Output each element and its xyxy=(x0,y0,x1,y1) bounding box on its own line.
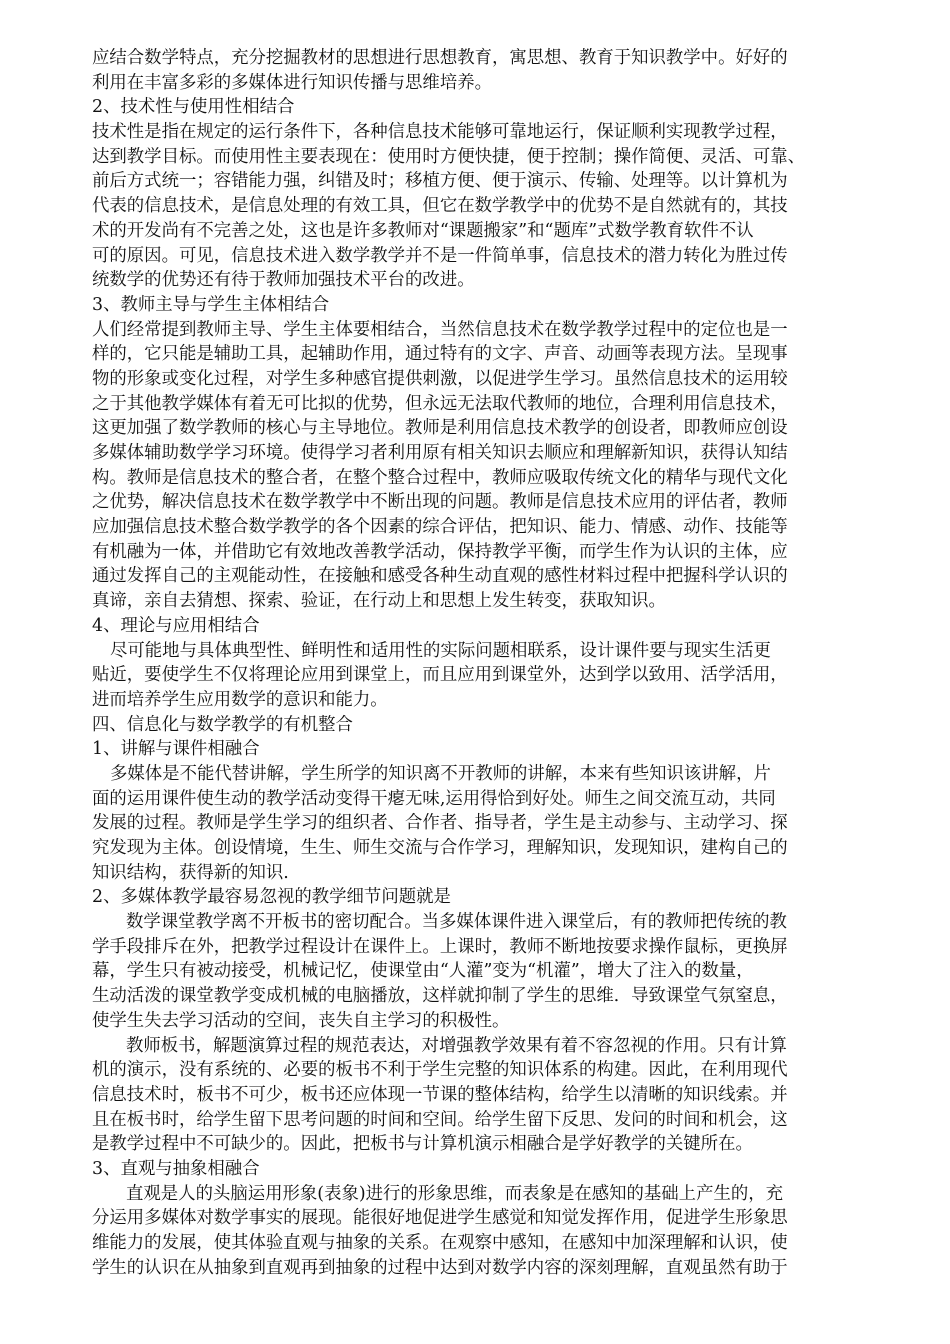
text-line: 技术性是指在规定的运行条件下，各种信息技术能够可靠地运行，保证顺利实现教学过程， xyxy=(92,122,788,143)
text-line: 机的演示，没有系统的、必要的板书不利于学生完整的知识体系的构建。因此，在利用现代 xyxy=(92,1060,788,1081)
text-line: 究发现为主体。创设情境，生生、师生交流与合作学习，理解知识，发现知识，建构自己的 xyxy=(92,838,788,858)
text-line: 尽可能地与具体典型性、鲜明性和适用性的实际问题相联系，设计课件要与现实生活更 xyxy=(110,640,771,661)
text-line: 多媒体是不能代替讲解，学生所学的知识离不开教师的讲解，本来有些知识该讲解，片 xyxy=(110,763,771,784)
text-line: 之优势，解决信息技术在数学教学中不断出现的问题。教师是信息技术应用的评估者，教师 xyxy=(92,492,788,513)
text-line: 代表的信息技术，是信息处理的有效工具，但它在数学教学中的优势不是自然就有的，其技 xyxy=(92,196,788,217)
text-line: 真谛，亲自去猜想、探索、验证，在行动上和思想上发生转变，获取知识。 xyxy=(92,591,666,612)
section-heading: 3、直观与抽象相融合 xyxy=(92,1158,260,1179)
text-line: 生动活泼的课堂教学变成机械的电脑播放，这样就抑制了学生的思维．导致课堂气氛窒息， xyxy=(92,986,788,1007)
text-line: 多媒体辅助数学学习环境。使得学习者利用原有相关知识去顺应和理解新知识，获得认知结 xyxy=(92,443,788,463)
text-line: 人们经常提到教师主导、学生主体要相结合，当然信息技术在数学教学过程中的定位也是一 xyxy=(92,319,788,340)
section-heading: 2、多媒体教学最容易忽视的教学细节问题就是 xyxy=(92,887,451,908)
text-line: 术的开发尚有不完善之处，这也是许多教师对“课题搬家”和“题库”式数学教育软件不认 xyxy=(92,220,754,241)
text-line: 进而培养学生应用数学的意识和能力。 xyxy=(92,689,388,710)
section-heading: 4、理论与应用相结合 xyxy=(92,615,260,636)
text-line: 发展的过程。教师是学生学习的组织者、合作者、指导者，学生是主动参与、主动学习、探 xyxy=(92,813,788,834)
text-line: 有机融为一体，并借助它有效地改善教学活动，保持教学平衡，而学生作为认识的主体，应 xyxy=(92,541,788,562)
text-line: 物的形象或变化过程，对学生多种感官提供刺激，以促进学生学习。虽然信息技术的运用较 xyxy=(92,368,788,389)
text-line: 维能力的发展，使其体验直观与抽象的关系。在观察中感知，在感知中加深理解和认识，使 xyxy=(92,1233,788,1253)
text-line: 直观是人的头脑运用形象(表象)进行的形象思维，而表象是在感知的基础上产生的，充 xyxy=(126,1183,784,1204)
text-line: 使学生失去学习活动的空间，丧失自主学习的积极性。 xyxy=(92,1010,510,1031)
text-line: 应加强信息技术整合数学教学的各个因素的综合评估，把知识、能力、情感、动作、技能等 xyxy=(92,517,788,538)
section-heading: 2、技术性与使用性相结合 xyxy=(92,97,295,118)
text-line: 之于其他教学媒体有着无可比拟的优势，但永远无法取代教师的地位，合理利用信息技术， xyxy=(92,393,788,414)
chapter-heading: 四、信息化与数学教学的有机整合 xyxy=(92,714,353,735)
text-line: 通过发挥自己的主观能动性，在接触和感受各种生动直观的感性材料过程中把握科学认识的 xyxy=(92,566,788,587)
text-line: 幕，学生只有被动接受，机械记忆，使课堂由“人灌”变为“机灌”，增大了注入的数量， xyxy=(92,961,754,982)
text-line: 前后方式统一；容错能力强，纠错及时；移植方便、便于演示、传输、处理等。以计算机为 xyxy=(92,171,788,192)
text-line: 是教学过程中不可缺少的。因此，把板书与计算机演示相融合是学好教学的关键所在。 xyxy=(92,1134,753,1155)
text-line: 构。教师是信息技术的整合者，在整个整合过程中，教师应吸取传统文化的精华与现代文化 xyxy=(92,467,788,488)
text-line: 知识结构，获得新的知识. xyxy=(92,862,289,883)
text-line: 统数学的优势还有待于教师加强技术平台的改进。 xyxy=(92,270,475,291)
text-line: 可的原因。可见，信息技术进入数学教学并不是一件简单事，信息技术的潜力转化为胜过传 xyxy=(92,245,788,266)
text-line: 信息技术时，板书不可少，板书还应体现一节课的整体结构，给学生以清晰的知识线索。并 xyxy=(92,1084,788,1105)
text-line: 学手段排斥在外，把教学过程设计在课件上。上课时，教师不断地按要求操作鼠标，更换屏 xyxy=(92,936,788,957)
text-line: 这更加强了数学教师的核心与主导地位。教师是利用信息技术教学的创设者，即教师应创设 xyxy=(92,418,788,439)
text-line: 利用在丰富多彩的多媒体进行知识传播与思维培养。 xyxy=(92,72,492,93)
text-line: 分运用多媒体对数学事实的展现。能很好地促进学生感觉和知觉发挥作用，促进学生形象思 xyxy=(92,1208,788,1229)
text-line: 教师板书，解题演算过程的规范表达，对增强教学效果有着不容忽视的作用。只有计算 xyxy=(126,1035,787,1056)
text-line: 且在板书时，给学生留下思考问题的时间和空间。给学生留下反思、发问的时间和机会，这 xyxy=(92,1109,788,1130)
text-line: 样的，它只能是辅助工具，起辅助作用，通过特有的文字、声音、动画等表现方法。呈现事 xyxy=(92,344,788,365)
text-line: 达到教学目标。而使用性主要表现在：使用时方便快捷，便于控制；操作简便、灵活、可靠、 xyxy=(92,146,806,167)
text-line: 贴近，要使学生不仅将理论应用到课堂上，而且应用到课堂外，达到学以致用、活学活用， xyxy=(92,665,788,686)
text-line: 学生的认识在从抽象到直观再到抽象的过程中达到对数学内容的深刻理解，直观虽然有助于 xyxy=(92,1257,788,1278)
text-line: 应结合数学特点，充分挖掘教材的思想进行思想教育，寓思想、教育于知识教学中。好好的 xyxy=(92,48,788,68)
text-line: 数学课堂教学离不开板书的密切配合。当多媒体课件进入课堂后，有的教师把传统的教 xyxy=(126,912,787,933)
section-heading: 3、教师主导与学生主体相结合 xyxy=(92,294,330,315)
text-line: 面的运用课件使生动的教学活动变得干瘪无味,运用得恰到好处。师生之间交流互动，共同 xyxy=(92,788,776,809)
section-heading: 1、讲解与课件相融合 xyxy=(92,739,260,760)
